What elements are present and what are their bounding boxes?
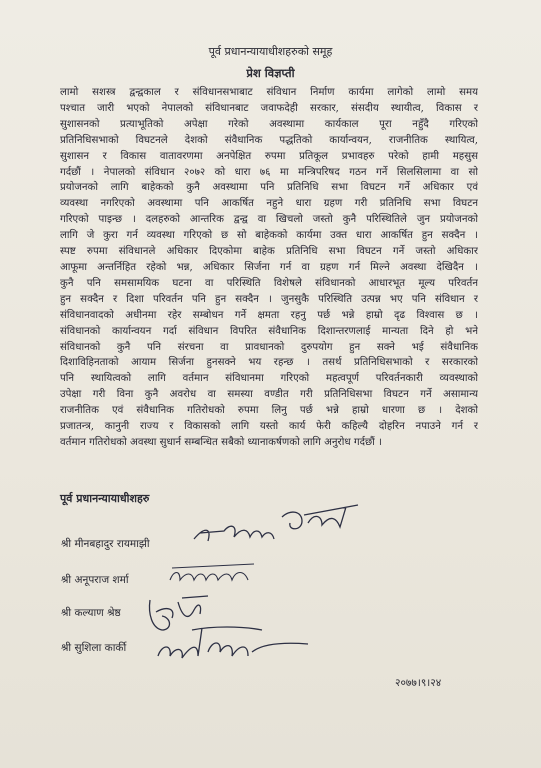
body-line: प्रजातन्त्र, कानुनी राज्य र विकासको लागि यस्तो कार्य फेरी कहिल्यै दोहरिन नपाउने गर्न र — [60, 421, 478, 433]
signature-4 — [152, 622, 312, 670]
body-line: संविधानवादको अधीनमा रहेर सम्बोधन गर्ने क्षमता रहनु पर्छ भन्ने हाम्रो दृढ विश्वास छ । — [60, 309, 478, 321]
body-line: लागि जे कुरा गर्न व्यवस्था गरिएको छ सो बाहेकको कार्यमा उक्त धारा आकर्षित हुन सक्दैन । — [60, 230, 478, 242]
body-line: संविधानको कुनै पनि संरचना वा प्रावधानको दुरुपयोग हुन सक्ने भई संवैधानिक — [60, 341, 478, 353]
body-line: लामो सशस्त्र द्वन्द्वकाल र संविधानसभाबाट संविधान निर्माण कार्यमा लागेको लामो समय — [60, 87, 478, 98]
press-release-title: प्रेश विज्ञप्ती — [246, 66, 295, 80]
signature-2 — [168, 560, 258, 588]
signatory-name: श्री अनूपराज शर्मा — [61, 574, 129, 586]
body-line: गरिएको पाइन्छ । दलहरुको आन्तरिक द्वन्द्व वा खिचलो जस्तो कुनै परिस्थितिले जुन प्रयोजनको — [60, 214, 478, 226]
body-line: वर्तमान गतिरोधको अवस्था सुधार्न सम्बन्धित सबैको ध्यानाकर्षणको लागि अनुरोध गर्दछौं । — [60, 436, 382, 448]
release-date: २०७७।९।२४ — [395, 677, 442, 689]
body-line: स्पष्ट रुपमा संविधानले अधिकार दिएकोमा बाहेक प्रतिनिधि सभा विघटन गर्ने जस्तो अधिकार — [60, 246, 478, 258]
body-line: प्रतिनिधिसभाको विघटनले देशको संवैधानिक पद्धतिको कार्यान्वयन, राजनीतिक स्थायित्व, — [60, 134, 478, 146]
body-line: संविधानको कार्यान्वयन गर्दा संविधान विपरित संवैधानिक दिशान्तरणलाई मान्यता दिने हो भने — [60, 325, 478, 337]
body-line: व्यवस्था नगरिएको अवस्थामा पनि आकर्षित नहुने धारा ग्रहण गरी प्रतिनिधि सभा विघटन — [60, 198, 478, 210]
signatory-name: श्री सुशिला कार्की — [61, 642, 127, 654]
press-release-body — [60, 85, 478, 451]
body-line: प्रयोजनको लागि बाहेकको कुनै अवस्थामा पनि प्रतिनिधि सभा विघटन गर्ने अधिकार एवं — [60, 182, 478, 194]
body-line: पश्चात जारी भएको नेपालको संविधानबाट जवाफदेही सरकार, संसदीय स्थायीत्व, विकास र — [60, 102, 478, 114]
signature-1 — [190, 497, 360, 552]
body-line: पनि स्थायित्वको लागि वर्तमान संविधानमा गरिएको महत्वपूर्ण परिवर्तनकारी व्यवस्थाको — [60, 373, 478, 385]
signatory-name: श्री मीनबहादुर रायमाझी — [61, 538, 150, 550]
body-line: कुनै पनि समसामयिक घटना वा परिस्थिति विशेषले संविधानको आधारभूत मूल्य परिवर्तन — [60, 277, 478, 289]
body-line: दिशाविहिनताको आयाम सिर्जना हुनसक्ने भय रहन्छ । तसर्थ प्रतिनिधिसभाको र सरकारको — [60, 357, 478, 369]
body-line: सुशासनको प्रत्याभूतिको अपेक्षा गरेको अवस्थामा कार्यकाल पूरा नहुँदै गरिएको — [60, 118, 478, 130]
group-title: पूर्व प्रधानन्यायाधीशहरुको समूह — [208, 45, 333, 58]
body-line: राजनीतिक एवं संवैधानिक गतिरोधको रुपमा लिनु पर्छ भन्ने हाम्रो धारणा छ । देशको — [60, 405, 478, 417]
body-line: गर्दछौं । नेपालको संविधान २०७२ को धारा ७६ मा मन्त्रिपरिषद गठन गर्ने सिलसिलामा वा सो — [60, 166, 478, 178]
body-line: सुशासन र विकास वातावरणमा अनपेक्षित रुपमा प्रतिकूल प्रभावहरु परेको हामी महसुस — [60, 150, 478, 162]
signatory-name: श्री कल्याण श्रेष्ठ — [61, 607, 121, 619]
signatories-heading: पूर्व प्रधानन्यायाधीशहरु — [60, 492, 150, 505]
body-line: आफूमा अन्तर्निहित रहेको भन्न, अधिकार सिर्जना गर्न वा ग्रहण गर्न मिल्ने अवस्था देखिदैन । — [60, 261, 478, 273]
body-line: उपेक्षा गरी विना कुनै अवरोध वा समस्या वण्डीत गरी प्रतिनिधिसभा विघटन गर्ने असामान्य — [60, 389, 478, 401]
body-line: हुन सक्दैन र दिशा परिवर्तन पनि हुन सक्दैन । जुनसुकै परिस्थिति उत्पन्न भए पनि संविधान र — [60, 293, 478, 305]
